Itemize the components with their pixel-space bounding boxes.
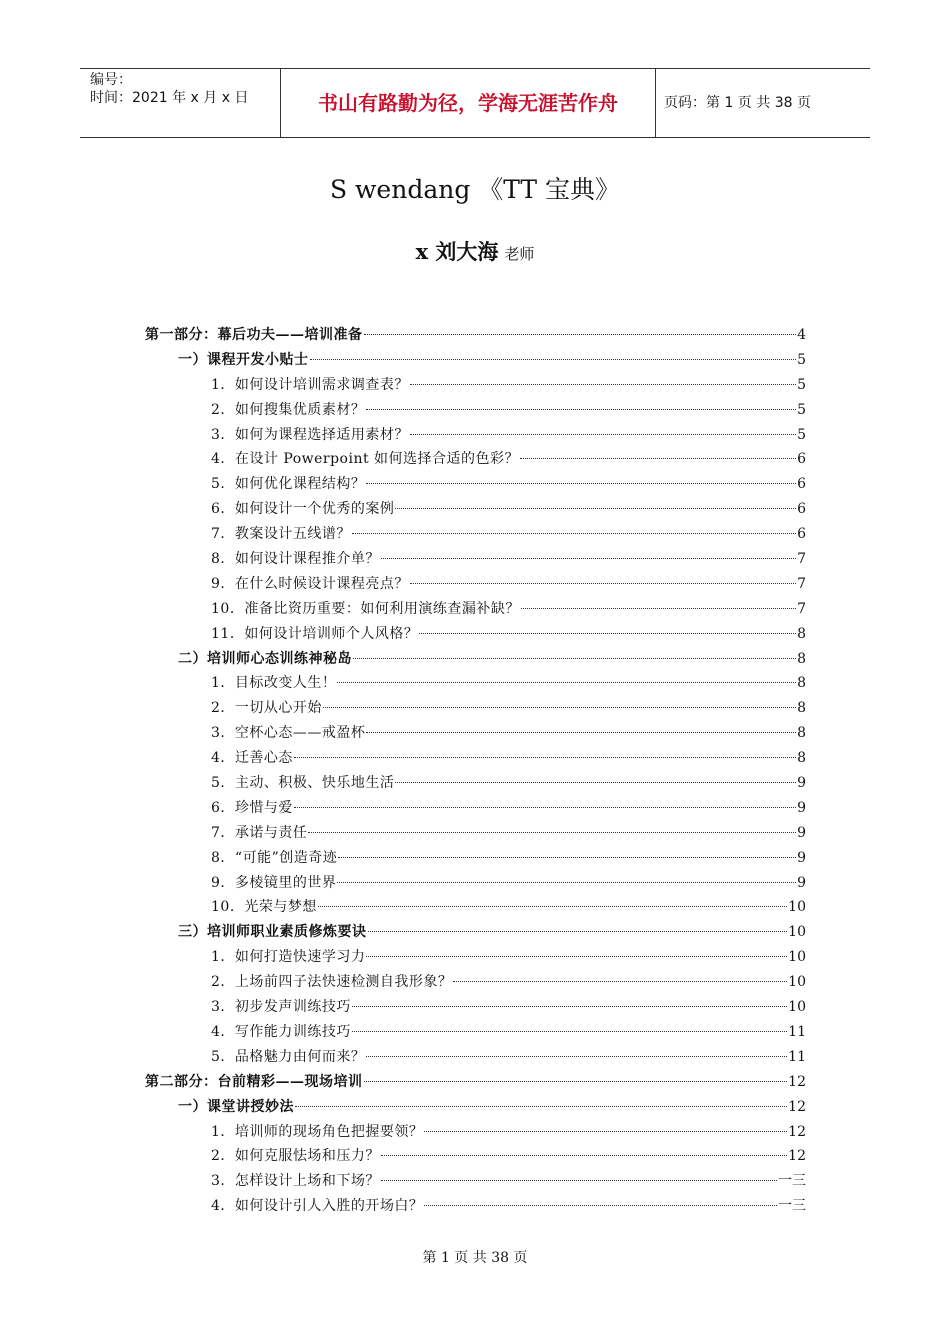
toc-entry-title: 1．培训师的现场角色把握要领？ [211,1123,424,1140]
toc-entry-title: 2．如何搜集优质素材？ [211,401,366,418]
toc-section-entry[interactable] [145,348,806,373]
toc-item-entry[interactable] [145,1120,806,1145]
toc-entry-title: 3．空杯心态——戒盈杯 [211,725,366,742]
toc-item-entry[interactable] [145,423,806,448]
toc-dot-leader [338,857,796,858]
toc-dot-leader [521,608,796,609]
toc-section-entry[interactable] [145,1095,806,1120]
toc-dot-leader [395,782,796,783]
toc-dot-leader [352,533,796,534]
toc-page-number: 8 [797,675,806,692]
toc-item-entry[interactable] [145,771,806,796]
toc-section-entry[interactable] [145,647,806,672]
toc-entry-title: 8．如何设计课程推介单？ [211,551,380,568]
toc-entry-title: 5．主动、积极、快乐地生活 [211,775,395,792]
toc-entry-title: 第二部分：台前精彩——现场培训 [145,1073,363,1090]
toc-entry-title: 10．准备比资历重要：如何利用演练查漏补缺？ [211,600,520,617]
toc-dot-leader [381,1155,787,1156]
toc-entry-title: 3．怎样设计上场和下场？ [211,1173,380,1190]
toc-dot-leader [366,409,796,410]
toc-dot-leader [424,1205,777,1206]
author-name: x 刘大海 [415,239,499,264]
toc-dot-leader [364,334,797,335]
toc-dot-leader [368,931,788,932]
toc-entry-title: 5．如何优化课程结构？ [211,476,366,493]
toc-entry-title: 4．迁善心态 [211,750,293,767]
toc-entry-title: 1．目标改变人生！ [211,675,337,692]
toc-item-entry[interactable] [145,373,806,398]
toc-dot-leader [453,981,787,982]
toc-dot-leader [366,483,796,484]
toc-item-entry[interactable] [145,995,806,1020]
toc-item-entry[interactable] [145,1045,806,1070]
header-meta-cell [80,69,280,137]
toc-page-number: 一三 [778,1173,806,1190]
toc-item-entry[interactable] [145,1194,806,1219]
toc-dot-leader [318,906,787,907]
toc-entry-title: 10．光荣与梦想 [211,899,317,916]
toc-entry-title: 7．教案设计五线谱？ [211,526,351,543]
author-line [0,236,950,266]
toc-page-number: 9 [797,849,806,866]
toc-page-number: 7 [797,575,806,592]
toc-page-number: 11 [788,1048,806,1065]
toc-entry-title: 5．品格魅力由何而来？ [211,1048,366,1065]
toc-page-number: 8 [797,650,806,667]
toc-entry-title: 8．“可能”创造奇迹 [211,849,338,866]
toc-dot-leader [366,1056,787,1057]
toc-dot-leader [353,658,796,659]
toc-item-entry[interactable] [145,796,806,821]
toc-item-entry[interactable] [145,522,806,547]
toc-item-entry[interactable] [145,970,806,995]
toc-item-entry[interactable] [145,1169,806,1194]
toc-dot-leader [364,1081,788,1082]
header-page-cell [656,69,870,137]
toc-entry-title: 4．如何设计引人入胜的开场白？ [211,1198,424,1215]
toc-page-number: 12 [788,1123,806,1140]
author-role: 老师 [504,245,535,263]
toc-dot-leader [366,956,787,957]
toc-item-entry[interactable] [145,671,806,696]
toc-dot-leader [424,1131,787,1132]
toc-dot-leader [410,434,796,435]
toc-page-number: 12 [788,1098,806,1115]
toc-page-number: 7 [797,551,806,568]
toc-entry-title: 1．如何打造快速学习力 [211,949,366,966]
toc-dot-leader [310,359,797,360]
table-of-contents [145,323,806,1219]
toc-item-entry[interactable] [145,895,806,920]
toc-item-entry[interactable] [145,945,806,970]
toc-page-number: 6 [797,526,806,543]
toc-item-entry[interactable] [145,871,806,896]
toc-page-number: 7 [797,600,806,617]
toc-page-number: 12 [788,1148,806,1165]
document-number-label: 编号： [90,72,132,88]
toc-dot-leader [294,807,796,808]
toc-page-number: 4 [797,327,806,343]
toc-page-number: 10 [788,924,806,941]
toc-item-entry[interactable] [145,1144,806,1169]
toc-page-number: 10 [788,949,806,966]
toc-page-number: 一三 [778,1198,806,1215]
toc-item-entry[interactable] [145,746,806,771]
toc-section-entry[interactable] [145,920,806,945]
toc-entry-title: 7．承诺与责任 [211,824,308,841]
toc-entry-title: 一）课程开发小贴士 [178,351,309,368]
toc-entry-title: 2．如何克服怯场和压力？ [211,1148,380,1165]
toc-page-number: 5 [797,376,806,393]
toc-page-number: 10 [788,899,806,916]
toc-item-entry[interactable] [145,1020,806,1045]
toc-dot-leader [366,732,796,733]
toc-item-entry[interactable] [145,572,806,597]
toc-item-entry[interactable] [145,821,806,846]
toc-page-number: 9 [797,824,806,841]
toc-entry-title: 1．如何设计培训需求调查表？ [211,376,409,393]
toc-dot-leader [395,508,796,509]
toc-dot-leader [323,707,796,708]
toc-entry-title: 三）培训师职业素质修炼要诀 [178,924,367,941]
toc-entry-title: 11．如何设计培训师个人风格？ [211,625,419,642]
toc-entry-title: 9．在什么时候设计课程亮点？ [211,575,409,592]
toc-item-entry[interactable] [145,447,806,472]
toc-page-number: 12 [788,1073,806,1090]
toc-entry-title: 一）课堂讲授妙法 [178,1098,294,1115]
toc-dot-leader [381,1180,777,1181]
toc-item-entry[interactable] [145,721,806,746]
toc-dot-leader [419,633,796,634]
toc-entry-title: 6．如何设计一个优秀的案例 [211,501,395,518]
toc-item-entry[interactable] [145,472,806,497]
toc-page-number: 8 [797,625,806,642]
toc-dot-leader [337,682,796,683]
toc-item-entry[interactable] [145,846,806,871]
toc-page-number: 5 [797,426,806,443]
toc-item-entry[interactable] [145,547,806,572]
document-header [80,68,870,138]
toc-item-entry[interactable] [145,398,806,423]
toc-dot-leader [295,1106,787,1107]
toc-page-number: 6 [797,451,806,468]
toc-dot-leader [352,1006,787,1007]
toc-entry-title: 4．写作能力训练技巧 [211,1023,351,1040]
toc-page-number: 9 [797,775,806,792]
toc-entry-title: 2．上场前四子法快速检测自我形象？ [211,974,453,991]
toc-dot-leader [381,558,796,559]
toc-dot-leader [520,458,796,459]
toc-item-entry[interactable] [145,497,806,522]
toc-item-entry[interactable] [145,597,806,622]
document-time-label: 时间：2021 年 x 月 x 日 [90,90,249,106]
toc-entry-title: 6．珍惜与爱 [211,799,293,816]
toc-entry-title: 9．多棱镜里的世界 [211,874,337,891]
toc-item-entry[interactable] [145,622,806,647]
toc-part-entry[interactable] [145,1070,806,1095]
toc-page-number: 6 [797,501,806,518]
toc-entry-title: 2．一切从心开始 [211,700,322,717]
toc-page-number: 10 [788,974,806,991]
toc-page-number: 8 [797,700,806,717]
toc-entry-title: 第一部分：幕后功夫——培训准备 [145,327,363,343]
toc-item-entry[interactable] [145,696,806,721]
toc-entry-title: 4．在设计 Powerpoint 如何选择合适的色彩？ [211,451,520,468]
toc-dot-leader [294,757,796,758]
toc-entry-title: 二）培训师心态训练神秘岛 [178,650,352,667]
toc-part-entry[interactable] [145,323,806,348]
toc-dot-leader [410,384,796,385]
toc-dot-leader [410,583,796,584]
toc-entry-title: 3．如何为课程选择适用素材？ [211,426,409,443]
toc-page-number: 9 [797,874,806,891]
toc-dot-leader [308,832,796,833]
toc-page-number: 6 [797,476,806,493]
document-title: S wendang 《TT 宝典》 [329,175,621,204]
toc-page-number: 9 [797,799,806,816]
header-page-info: 页码：第 1 页 共 38 页 [664,95,811,111]
toc-page-number: 8 [797,725,806,742]
toc-page-number: 5 [797,351,806,368]
toc-page-number: 5 [797,401,806,418]
header-motto-cell [280,69,656,137]
page-footer: 第 1 页 共 38 页 [422,1250,528,1266]
motto-text: 书山有路勤为径，学海无涯苦作舟 [318,91,618,115]
toc-dot-leader [337,882,796,883]
toc-dot-leader [352,1031,787,1032]
toc-page-number: 10 [788,999,806,1016]
toc-page-number: 11 [788,1023,806,1040]
toc-page-number: 8 [797,750,806,767]
toc-entry-title: 3．初步发声训练技巧 [211,999,351,1016]
